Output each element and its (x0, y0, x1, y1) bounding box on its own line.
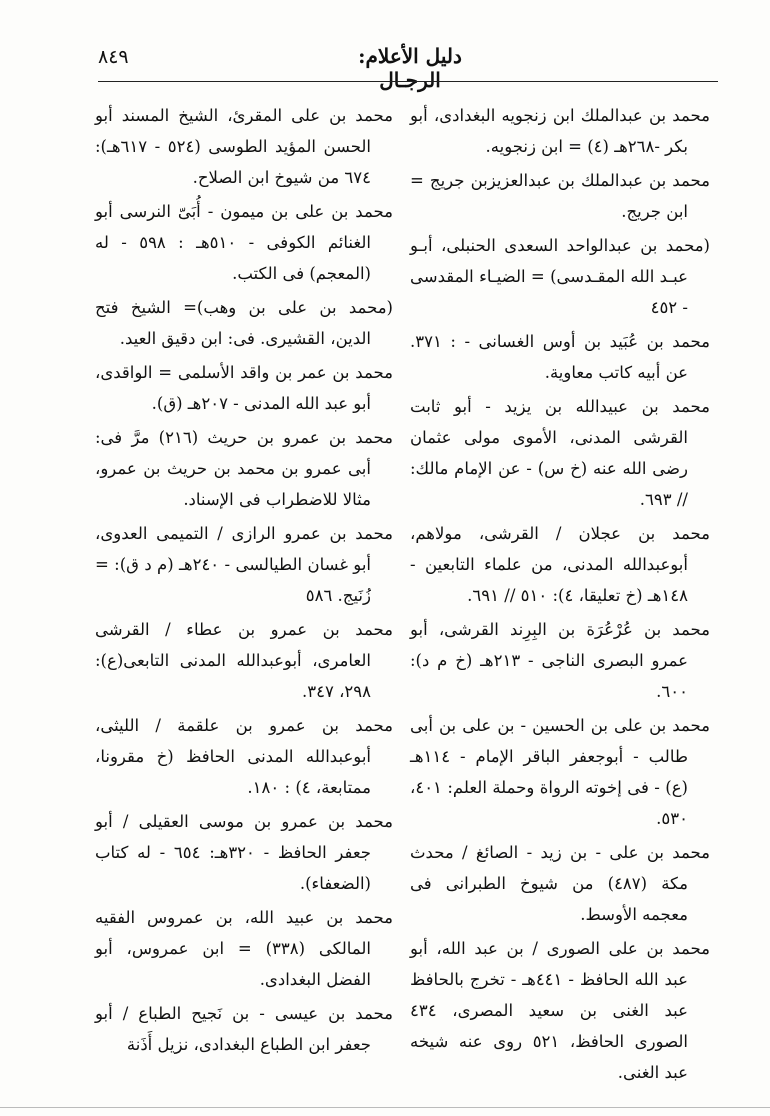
index-entry: محمد بن عبيدالله بن يزيد - أبو ثابت القرشى المدنى، الأموى مولى عثمان رضى الله عنه (خ س) - عن الإمام مالك: // ٦٩٣. (410, 397, 710, 509)
index-entry: (محمد بن عبدالواحد السعدى الحنبلى، أبـو عبـد الله المقـدسى) = الضيـاء المقدسى - ٤٥٢ (410, 236, 710, 317)
index-entry: محمد بن عمر بن واقد الأسلمى = الواقدى، أبو عبد الله المدنى - ٢٠٧هـ (ق). (95, 363, 393, 413)
page-number: ٨٤٩ (98, 46, 129, 68)
index-entry: محمد بن على الصورى / بن عبد الله، أبو عبد الله الحافظ - ٤٤١هـ - تخرج بالحافظ عبد الغنى بن سعيد المصرى، ٤٣٤ الصورى الحافظ، ٥٢١ روى عنه شيخه عبد الغنى. (410, 939, 710, 1082)
index-entry: محمد بن عمرو بن موسى العقيلى / أبو جعفر الحافظ - ٣٢٠هـ: ٦٥٤ - له كتاب (الضعفاء). (95, 812, 393, 893)
index-entry: محمد بن عُبَيد بن أوس الغسانى - : ٣٧١. عن أبيه كاتب معاوية. (410, 332, 710, 382)
index-entry: محمد بن على بن ميمون - أُبَىّ النرسى أبو الغنائم الكوفى - ٥١٠هـ : ٥٩٨ - له (المعجم) فى الكتب. (95, 202, 393, 283)
left-column (95, 100, 393, 1063)
index-entry: محمد بن على - بن زيد - الصائغ / محدث مكة (٤٨٧) من شيوخ الطبرانى فى معجمه الأوسط. (410, 843, 710, 924)
index-entry: محمد بن عمرو الرازى / التميمى العدوى، أبو غسان الطيالسى - ٢٤٠هـ (م د ق): = زُنَيج. ٥٨٦ (95, 524, 393, 605)
index-entry: محمد بن عبدالملك بن عبدالعزيزبن جريج = ابن جريج. (410, 171, 710, 221)
page-bottom-edge (0, 1107, 770, 1108)
index-entry: محمد بن على بن الحسين - بن على بن أبى طالب - أبوجعفر الباقر الإمام - ١١٤هـ (ع) - فى إخوته الرواة وحملة العلم: ٤٠١، ٥٣٠. (410, 716, 710, 828)
index-entry: محمد بن عبدالملك ابن زنجويه البغدادى، أبو بكر -٢٦٨هـ (٤) = ابن زنجويه. (410, 106, 710, 156)
page-header (0, 44, 770, 92)
index-entry: محمد بن عُرْعُرَة بن البِرِند القرشى، أبو عمرو البصرى الناجى - ٢١٣هـ (خ م د): ٦٠٠. (410, 620, 710, 701)
index-entry: محمد بن عمرو بن عطاء / القرشى العامرى، أبوعبدالله المدنى التابعى(ع): ٢٩٨، ٣٤٧. (95, 620, 393, 701)
index-entry: محمد بن عبيد الله، بن عمروس الفقيه المالكى (٣٣٨) = ابن عمروس، أبو الفضل البغدادى. (95, 908, 393, 989)
index-entry: محمد بن عمرو بن علقمة / الليثى، أبوعبدالله المدنى الحافظ (خ مقرونا، ممتابعة، ٤) : ١٨٠. (95, 716, 393, 797)
running-title: دليل الأعلام: الرجـال (358, 44, 462, 92)
index-entry: محمد بن عمرو بن حريث (٢١٦) مرَّ فى: أبى عمرو بن محمد بن حريث بن عمرو، مثالا للاضطراب فى الإسناد. (95, 428, 393, 509)
index-entry: محمد بن على المقرئ، الشيخ المسند أبو الحسن المؤيد الطوسى (٥٢٤ - ٦١٧هـ): ٦٧٤ من شيوخ ابن الصلاح. (95, 106, 393, 187)
header-rule (98, 81, 718, 82)
index-entry: محمد بن عجلان / القرشى، مولاهم، أبوعبدالله المدنى، من علماء التابعين - ١٤٨هـ (خ تعليقا، ٤): ٥١٠ // ٦٩١. (410, 524, 710, 605)
index-entry: محمد بن عيسى - بن نَجيح الطباع / أبو جعفر ابن الطباع البغدادى، نزيل أَذَنة (95, 1004, 393, 1054)
index-entry: (محمد بن على بن وهب)= الشيخ فتح الدين، القشيرى. فى: ابن دقيق العيد. (95, 298, 393, 348)
right-column (410, 100, 710, 1091)
